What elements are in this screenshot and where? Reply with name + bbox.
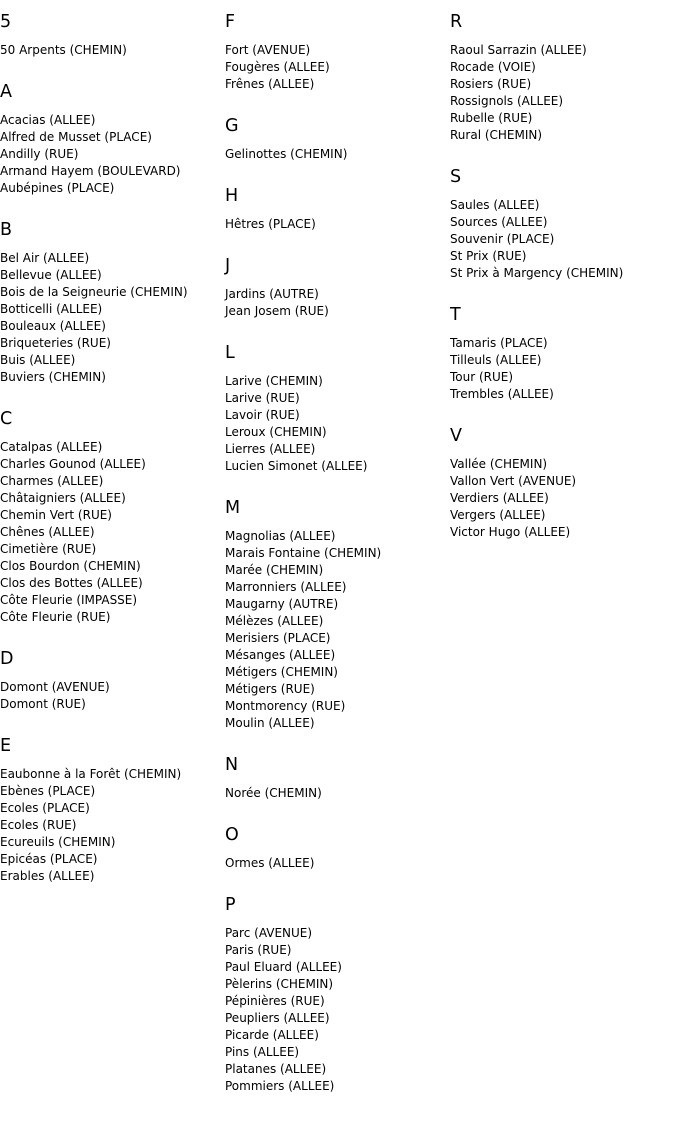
street-link[interactable]: Bellevue (ALLEE) <box>0 268 102 282</box>
street-link[interactable]: Erables (ALLEE) <box>0 869 95 883</box>
street-link[interactable]: Côte Fleurie (RUE) <box>0 610 111 624</box>
street-link[interactable]: Briqueteries (RUE) <box>0 336 111 350</box>
street-list <box>225 42 450 93</box>
street-index-column-1 <box>0 10 225 906</box>
street-link[interactable]: Rural (CHEMIN) <box>450 128 543 142</box>
street-link[interactable]: Alfred de Musset (PLACE) <box>0 130 152 144</box>
street-link[interactable]: Tilleuls (ALLEE) <box>450 353 542 367</box>
street-link[interactable]: Fougères (ALLEE) <box>225 60 330 74</box>
street-link[interactable]: Armand Hayem (BOULEVARD) <box>0 164 181 178</box>
street-link[interactable]: Lucien Simonet (ALLEE) <box>225 459 368 473</box>
street-link[interactable]: Buis (ALLEE) <box>0 353 76 367</box>
letter-heading: O <box>225 825 239 845</box>
letter-heading: S <box>450 167 462 187</box>
letter-group <box>0 407 225 626</box>
letter-heading: L <box>225 343 235 363</box>
letter-heading: E <box>0 736 12 756</box>
letter-group <box>450 10 675 144</box>
street-link[interactable]: Pépinières (RUE) <box>225 994 325 1008</box>
street-link[interactable]: Trembles (ALLEE) <box>450 387 554 401</box>
street-link[interactable]: Pins (ALLEE) <box>225 1045 300 1059</box>
street-link[interactable]: Lavoir (RUE) <box>225 408 300 422</box>
street-link[interactable]: Catalpas (ALLEE) <box>0 440 103 454</box>
street-list <box>225 925 450 1095</box>
street-link[interactable]: Acacias (ALLEE) <box>0 113 96 127</box>
street-link[interactable]: Rocade (VOIE) <box>450 60 536 74</box>
street-link[interactable]: Ecoles (PLACE) <box>0 801 90 815</box>
letter-group <box>225 496 450 732</box>
street-link[interactable]: Marronniers (ALLEE) <box>225 580 347 594</box>
street-link[interactable]: Ecoles (RUE) <box>0 818 77 832</box>
street-link[interactable]: Paris (RUE) <box>225 943 292 957</box>
street-link[interactable]: Ormes (ALLEE) <box>225 856 315 870</box>
street-link[interactable]: Epicéas (PLACE) <box>0 852 98 866</box>
letter-heading: M <box>225 498 241 518</box>
street-link[interactable]: Tour (RUE) <box>450 370 514 384</box>
street-link[interactable]: Saules (ALLEE) <box>450 198 540 212</box>
letter-heading: A <box>0 82 12 102</box>
street-link[interactable]: Châtaigniers (ALLEE) <box>0 491 126 505</box>
street-link[interactable]: Jean Josem (RUE) <box>225 304 329 318</box>
street-list <box>0 112 225 197</box>
street-link[interactable]: Magnolias (ALLEE) <box>225 529 336 543</box>
street-link[interactable]: Domont (RUE) <box>0 697 86 711</box>
letter-heading: D <box>0 649 14 669</box>
street-link[interactable]: Frênes (ALLEE) <box>225 77 315 91</box>
street-list <box>225 785 450 802</box>
street-link[interactable]: Maugarny (AUTRE) <box>225 597 339 611</box>
street-link[interactable]: Vallon Vert (AVENUE) <box>450 474 577 488</box>
street-link[interactable]: Lierres (ALLEE) <box>225 442 316 456</box>
letter-heading: T <box>450 305 461 325</box>
street-link[interactable]: Ecureuils (CHEMIN) <box>0 835 116 849</box>
street-link[interactable]: Chênes (ALLEE) <box>0 525 95 539</box>
letter-group <box>225 114 450 163</box>
street-link[interactable]: Raoul Sarrazin (ALLEE) <box>450 43 587 57</box>
street-list <box>225 146 450 163</box>
letter-group <box>450 165 675 282</box>
street-link[interactable]: Métigers (CHEMIN) <box>225 665 338 679</box>
street-link[interactable]: Merisiers (PLACE) <box>225 631 331 645</box>
letter-heading: C <box>0 409 13 429</box>
letter-group <box>225 893 450 1095</box>
street-link[interactable]: Paul Eluard (ALLEE) <box>225 960 342 974</box>
street-link[interactable]: Pommiers (ALLEE) <box>225 1079 335 1093</box>
street-index-column-2 <box>225 10 450 1116</box>
street-link[interactable]: Ebènes (PLACE) <box>0 784 96 798</box>
letter-heading: P <box>225 895 236 915</box>
letter-group <box>0 80 225 197</box>
street-link[interactable]: Mélèzes (ALLEE) <box>225 614 324 628</box>
letter-group <box>0 218 225 386</box>
street-list <box>225 373 450 475</box>
letter-heading: N <box>225 755 239 775</box>
letter-heading: J <box>225 256 231 276</box>
street-link[interactable]: Andilly (RUE) <box>0 147 79 161</box>
street-link[interactable]: Vallée (CHEMIN) <box>450 457 548 471</box>
street-link[interactable]: Tamaris (PLACE) <box>450 336 548 350</box>
letter-heading: 5 <box>0 12 12 32</box>
street-list <box>225 855 450 872</box>
street-link[interactable]: Bouleaux (ALLEE) <box>0 319 106 333</box>
street-link[interactable]: Verdiers (ALLEE) <box>450 491 549 505</box>
street-link[interactable]: Buviers (CHEMIN) <box>0 370 106 384</box>
street-list <box>0 439 225 626</box>
street-link[interactable]: Bois de la Seigneurie (CHEMIN) <box>0 285 188 299</box>
street-link[interactable]: Picarde (ALLEE) <box>225 1028 319 1042</box>
street-link[interactable]: Vergers (ALLEE) <box>450 508 546 522</box>
letter-group <box>225 823 450 872</box>
street-link[interactable]: Jardins (AUTRE) <box>225 287 319 301</box>
street-link[interactable]: Pèlerins (CHEMIN) <box>225 977 334 991</box>
street-link[interactable]: Parc (AVENUE) <box>225 926 313 940</box>
letter-group <box>225 184 450 233</box>
street-link[interactable]: Cimetière (RUE) <box>0 542 97 556</box>
street-link[interactable]: Larive (RUE) <box>225 391 300 405</box>
letter-heading: H <box>225 186 239 206</box>
letter-heading: R <box>450 12 463 32</box>
street-list <box>225 216 450 233</box>
letter-group <box>450 424 675 541</box>
street-link[interactable]: Aubépines (PLACE) <box>0 181 115 195</box>
street-list <box>0 250 225 386</box>
street-list <box>450 335 675 403</box>
street-link[interactable]: Fort (AVENUE) <box>225 43 311 57</box>
letter-group <box>0 10 225 59</box>
street-link[interactable]: Mésanges (ALLEE) <box>225 648 336 662</box>
street-link[interactable]: Rossignols (ALLEE) <box>450 94 564 108</box>
street-list <box>225 528 450 732</box>
street-link[interactable]: Moulin (ALLEE) <box>225 716 315 730</box>
street-link[interactable]: Gelinottes (CHEMIN) <box>225 147 348 161</box>
street-link[interactable]: St Prix (RUE) <box>450 249 527 263</box>
street-link[interactable]: Leroux (CHEMIN) <box>225 425 327 439</box>
street-link[interactable]: Victor Hugo (ALLEE) <box>450 525 571 539</box>
street-link[interactable]: Larive (CHEMIN) <box>225 374 323 388</box>
street-link[interactable]: Domont (AVENUE) <box>0 680 110 694</box>
street-link[interactable]: Platanes (ALLEE) <box>225 1062 327 1076</box>
street-link[interactable]: Charmes (ALLEE) <box>0 474 104 488</box>
letter-heading: G <box>225 116 239 136</box>
street-link[interactable]: Clos Bourdon (CHEMIN) <box>0 559 141 573</box>
letter-group <box>0 734 225 885</box>
street-link[interactable]: Botticelli (ALLEE) <box>0 302 103 316</box>
street-link[interactable]: Marais Fontaine (CHEMIN) <box>225 546 382 560</box>
street-link[interactable]: Rubelle (RUE) <box>450 111 533 125</box>
street-link[interactable]: Clos des Bottes (ALLEE) <box>0 576 143 590</box>
street-list <box>0 679 225 713</box>
street-link[interactable]: Norée (CHEMIN) <box>225 786 322 800</box>
street-link[interactable]: Peupliers (ALLEE) <box>225 1011 330 1025</box>
letter-group <box>225 341 450 475</box>
street-link[interactable]: Côte Fleurie (IMPASSE) <box>0 593 138 607</box>
street-list <box>225 286 450 320</box>
street-link[interactable]: Bel Air (ALLEE) <box>0 251 90 265</box>
street-link[interactable]: Métigers (RUE) <box>225 682 315 696</box>
street-link[interactable]: Rosiers (RUE) <box>450 77 532 91</box>
letter-group <box>0 647 225 713</box>
letter-group <box>225 254 450 320</box>
street-link[interactable]: Souvenir (PLACE) <box>450 232 555 246</box>
letter-group <box>225 753 450 802</box>
letter-heading: F <box>225 12 236 32</box>
street-list <box>0 766 225 885</box>
street-link[interactable]: 50 Arpents (CHEMIN) <box>0 43 127 57</box>
street-link[interactable]: Sources (ALLEE) <box>450 215 548 229</box>
street-index-column-3 <box>450 10 675 562</box>
street-list <box>0 42 225 59</box>
street-list <box>450 197 675 282</box>
letter-group <box>225 10 450 93</box>
street-link[interactable]: Marée (CHEMIN) <box>225 563 324 577</box>
street-link[interactable]: Charles Gounod (ALLEE) <box>0 457 146 471</box>
letter-group <box>450 303 675 403</box>
street-link[interactable]: St Prix à Margency (CHEMIN) <box>450 266 624 280</box>
letter-heading: B <box>0 220 13 240</box>
street-link[interactable]: Chemin Vert (RUE) <box>0 508 112 522</box>
street-list <box>450 456 675 541</box>
street-link[interactable]: Montmorency (RUE) <box>225 699 346 713</box>
street-link[interactable]: Hêtres (PLACE) <box>225 217 316 231</box>
letter-heading: V <box>450 426 462 446</box>
street-link[interactable]: Eaubonne à la Forêt (CHEMIN) <box>0 767 182 781</box>
street-list <box>450 42 675 144</box>
